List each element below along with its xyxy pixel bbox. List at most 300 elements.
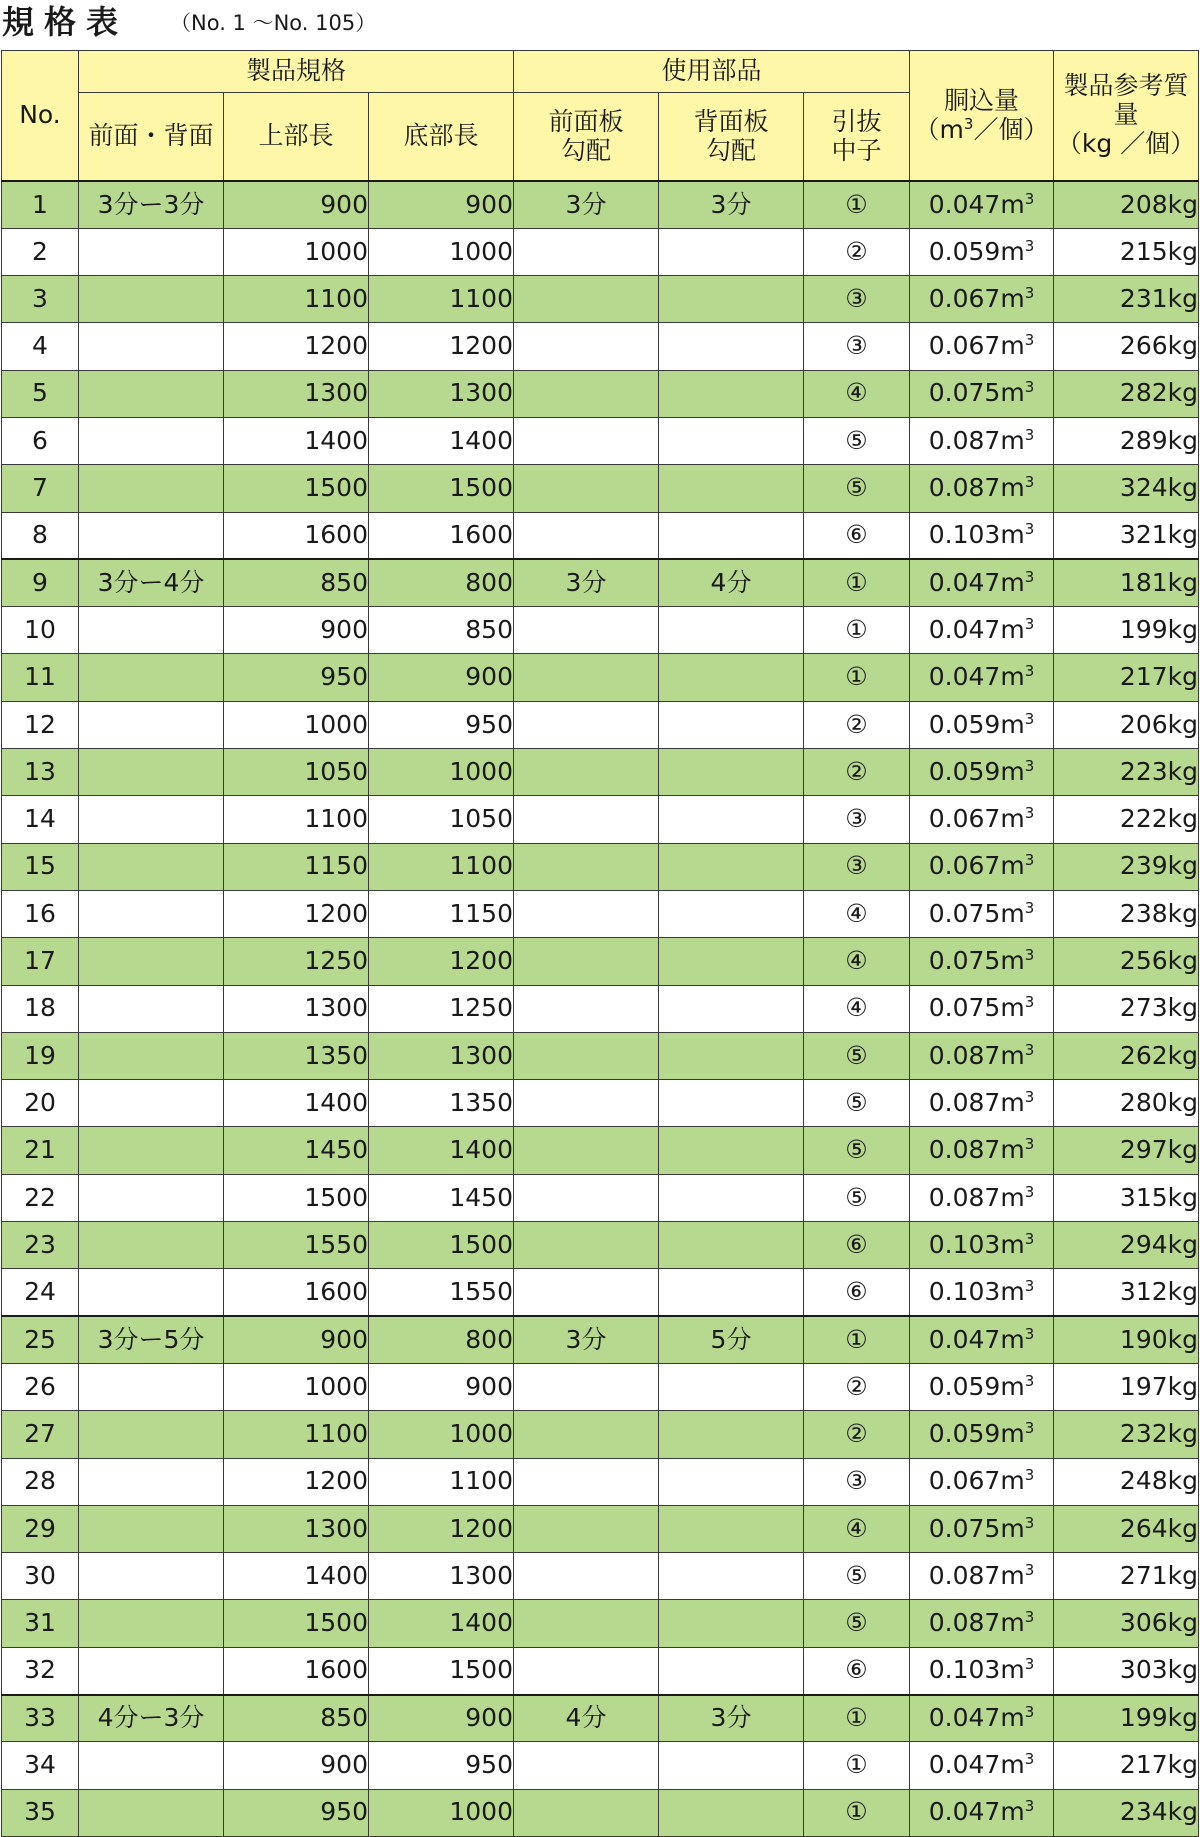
cell-pull-core: ④ — [804, 985, 910, 1032]
fill-volume-unit-sup: 3 — [1024, 1371, 1035, 1390]
header-parts-used: 使用部品 — [514, 51, 910, 93]
table-row — [2, 701, 1199, 748]
cell-mass: 234kg — [1054, 1789, 1199, 1836]
cell-no: 7 — [2, 465, 79, 512]
cell-mass: 312kg — [1054, 1269, 1199, 1316]
cell-front-slope — [514, 1363, 659, 1410]
spec-table — [1, 50, 1199, 1837]
cell-back-slope — [659, 1032, 804, 1079]
page-title: 規格表 — [2, 3, 129, 41]
cell-back-slope — [659, 843, 804, 890]
fill-volume-unit-sup: 3 — [1024, 1703, 1035, 1722]
cell-front-slope — [514, 323, 659, 370]
cell-front-slope — [514, 1411, 659, 1458]
cell-bottom-length: 1300 — [369, 1032, 514, 1079]
cell-back-slope — [659, 749, 804, 796]
cell-fill-volume — [910, 465, 1054, 512]
table-row — [2, 559, 1199, 606]
cell-fill-volume — [910, 228, 1054, 275]
cell-front-slope — [514, 1600, 659, 1647]
cell-grade — [79, 228, 224, 275]
fill-volume-unit-sup: 3 — [1024, 756, 1035, 775]
cell-fill-volume — [910, 1789, 1054, 1836]
cell-mass: 273kg — [1054, 985, 1199, 1032]
header-fill-volume-unit-a: （m — [914, 114, 964, 144]
header-mass-line2: （kg ／個） — [1056, 128, 1196, 158]
cell-bottom-length: 1600 — [369, 512, 514, 559]
cell-grade — [79, 701, 224, 748]
header-pull-core-line2: 中子 — [831, 135, 882, 165]
fill-volume-value: 0.067m — [928, 283, 1025, 313]
cell-mass: 239kg — [1054, 843, 1199, 890]
cell-no: 1 — [2, 181, 79, 228]
cell-front-slope — [514, 1174, 659, 1221]
header-back-slope-line2: 勾配 — [705, 135, 756, 165]
cell-bottom-length: 850 — [369, 607, 514, 654]
cell-top-length: 1000 — [224, 1363, 369, 1410]
cell-back-slope — [659, 1363, 804, 1410]
fill-volume-unit-sup: 3 — [1024, 1466, 1035, 1485]
cell-mass: 289kg — [1054, 417, 1199, 464]
cell-mass: 223kg — [1054, 749, 1199, 796]
cell-bottom-length: 1400 — [369, 417, 514, 464]
cell-grade: 3分ー3分 — [79, 181, 224, 228]
table-header — [2, 51, 1199, 182]
cell-grade — [79, 796, 224, 843]
header-front-slope-line1: 前面板 — [548, 106, 624, 136]
cell-no: 5 — [2, 370, 79, 417]
cell-fill-volume — [910, 1080, 1054, 1127]
header-front-back: 前面・背面 — [79, 93, 224, 182]
cell-back-slope — [659, 417, 804, 464]
cell-fill-volume — [910, 1553, 1054, 1600]
table-row — [2, 276, 1199, 323]
table-row — [2, 181, 1199, 228]
cell-bottom-length: 1100 — [369, 276, 514, 323]
table-row — [2, 1411, 1199, 1458]
fill-volume-unit-sup: 3 — [1024, 1229, 1035, 1248]
cell-pull-core: ③ — [804, 796, 910, 843]
fill-volume-unit-sup: 3 — [1024, 1513, 1035, 1532]
cell-top-length: 1100 — [224, 1411, 369, 1458]
cell-mass: 303kg — [1054, 1647, 1199, 1694]
cell-fill-volume — [910, 1458, 1054, 1505]
cell-pull-core: ⑤ — [804, 1600, 910, 1647]
cell-bottom-length: 1100 — [369, 1458, 514, 1505]
cell-grade — [79, 1174, 224, 1221]
cell-no: 24 — [2, 1269, 79, 1316]
table-row — [2, 1458, 1199, 1505]
cell-grade — [79, 1222, 224, 1269]
fill-volume-value: 0.047m — [928, 662, 1025, 692]
cell-top-length: 850 — [224, 1695, 369, 1742]
header-mass — [1054, 51, 1199, 182]
cell-bottom-length: 1400 — [369, 1600, 514, 1647]
cell-mass: 206kg — [1054, 701, 1199, 748]
cell-mass: 315kg — [1054, 1174, 1199, 1221]
cell-grade — [79, 1742, 224, 1789]
cell-back-slope — [659, 465, 804, 512]
cell-no: 33 — [2, 1695, 79, 1742]
cell-pull-core: ③ — [804, 843, 910, 890]
cell-top-length: 1600 — [224, 512, 369, 559]
cell-bottom-length: 1000 — [369, 1789, 514, 1836]
cell-front-slope — [514, 1647, 659, 1694]
cell-bottom-length: 1200 — [369, 323, 514, 370]
cell-front-slope — [514, 1505, 659, 1552]
cell-bottom-length: 1000 — [369, 1411, 514, 1458]
cell-top-length: 1500 — [224, 1600, 369, 1647]
cell-no: 14 — [2, 796, 79, 843]
fill-volume-unit-sup: 3 — [1024, 189, 1035, 208]
cell-top-length: 900 — [224, 607, 369, 654]
cell-pull-core: ② — [804, 228, 910, 275]
cell-top-length: 1600 — [224, 1269, 369, 1316]
cell-bottom-length: 1000 — [369, 228, 514, 275]
fill-volume-value: 0.087m — [928, 1182, 1025, 1212]
cell-fill-volume — [910, 701, 1054, 748]
cell-back-slope — [659, 701, 804, 748]
fill-volume-value: 0.075m — [928, 898, 1025, 928]
cell-back-slope: 3分 — [659, 181, 804, 228]
cell-bottom-length: 1300 — [369, 1553, 514, 1600]
table-row — [2, 465, 1199, 512]
cell-fill-volume — [910, 1647, 1054, 1694]
cell-top-length: 1100 — [224, 796, 369, 843]
table-row — [2, 843, 1199, 890]
table-row — [2, 370, 1199, 417]
cell-top-length: 850 — [224, 559, 369, 606]
cell-fill-volume — [910, 1695, 1054, 1742]
cell-pull-core: ① — [804, 1316, 910, 1363]
fill-volume-unit-sup: 3 — [1024, 1560, 1035, 1579]
cell-no: 21 — [2, 1127, 79, 1174]
fill-volume-value: 0.075m — [928, 993, 1025, 1023]
cell-top-length: 1400 — [224, 1080, 369, 1127]
cell-top-length: 1150 — [224, 843, 369, 890]
cell-top-length: 1300 — [224, 370, 369, 417]
table-row — [2, 1789, 1199, 1836]
table-row — [2, 654, 1199, 701]
cell-top-length: 1450 — [224, 1127, 369, 1174]
cell-grade: 3分ー4分 — [79, 559, 224, 606]
fill-volume-unit-sup: 3 — [1024, 993, 1035, 1012]
cell-back-slope — [659, 938, 804, 985]
cell-pull-core: ⑤ — [804, 1174, 910, 1221]
cell-bottom-length: 1150 — [369, 890, 514, 937]
cell-bottom-length: 950 — [369, 701, 514, 748]
header-fill-volume-unit-b: ／個） — [973, 114, 1049, 144]
table-row — [2, 796, 1199, 843]
cell-front-slope — [514, 417, 659, 464]
fill-volume-value: 0.047m — [928, 189, 1025, 219]
cell-grade — [79, 985, 224, 1032]
cell-top-length: 1500 — [224, 465, 369, 512]
table-row — [2, 1080, 1199, 1127]
cell-fill-volume — [910, 890, 1054, 937]
cell-bottom-length: 1300 — [369, 370, 514, 417]
fill-volume-value: 0.047m — [928, 1797, 1025, 1827]
cell-top-length: 1250 — [224, 938, 369, 985]
cell-mass: 217kg — [1054, 1742, 1199, 1789]
cell-no: 19 — [2, 1032, 79, 1079]
cell-fill-volume — [910, 1269, 1054, 1316]
cell-front-slope — [514, 843, 659, 890]
cell-no: 26 — [2, 1363, 79, 1410]
cell-no: 10 — [2, 607, 79, 654]
fill-volume-value: 0.087m — [928, 425, 1025, 455]
cell-no: 30 — [2, 1553, 79, 1600]
cell-front-slope — [514, 654, 659, 701]
fill-volume-unit-sup: 3 — [1024, 567, 1035, 586]
table-row — [2, 1269, 1199, 1316]
cell-back-slope — [659, 276, 804, 323]
cell-front-slope — [514, 607, 659, 654]
fill-volume-unit-sup: 3 — [1024, 1135, 1035, 1154]
cell-fill-volume — [910, 323, 1054, 370]
cell-pull-core: ⑥ — [804, 1647, 910, 1694]
fill-volume-unit-sup: 3 — [1024, 851, 1035, 870]
fill-volume-unit-sup: 3 — [1024, 946, 1035, 965]
cell-grade — [79, 512, 224, 559]
cell-no: 18 — [2, 985, 79, 1032]
cell-front-slope — [514, 512, 659, 559]
cell-grade — [79, 607, 224, 654]
cell-front-slope — [514, 1458, 659, 1505]
cell-bottom-length: 800 — [369, 1316, 514, 1363]
cell-mass: 262kg — [1054, 1032, 1199, 1079]
cell-grade — [79, 370, 224, 417]
cell-top-length: 900 — [224, 181, 369, 228]
cell-bottom-length: 1350 — [369, 1080, 514, 1127]
table-row — [2, 1174, 1199, 1221]
cell-top-length: 900 — [224, 1316, 369, 1363]
cell-pull-core: ① — [804, 654, 910, 701]
cell-pull-core: ⑤ — [804, 1032, 910, 1079]
table-row — [2, 417, 1199, 464]
cell-pull-core: ① — [804, 559, 910, 606]
fill-volume-value: 0.103m — [928, 1276, 1025, 1306]
cell-back-slope — [659, 1789, 804, 1836]
cell-back-slope — [659, 1742, 804, 1789]
cell-bottom-length: 1200 — [369, 938, 514, 985]
cell-pull-core: ② — [804, 701, 910, 748]
cell-back-slope — [659, 1647, 804, 1694]
cell-bottom-length: 800 — [369, 559, 514, 606]
fill-volume-unit-sup: 3 — [1024, 283, 1035, 302]
cell-mass: 231kg — [1054, 276, 1199, 323]
cell-no: 22 — [2, 1174, 79, 1221]
fill-volume-value: 0.047m — [928, 1324, 1025, 1354]
cell-front-slope: 3分 — [514, 181, 659, 228]
cell-pull-core: ⑤ — [804, 1080, 910, 1127]
cell-no: 9 — [2, 559, 79, 606]
table-row — [2, 323, 1199, 370]
cell-no: 32 — [2, 1647, 79, 1694]
title-bar — [0, 0, 1200, 48]
cell-pull-core: ⑥ — [804, 1269, 910, 1316]
header-fill-volume-line1: 胴込量 — [943, 85, 1019, 115]
cell-front-slope — [514, 985, 659, 1032]
cell-pull-core: ① — [804, 181, 910, 228]
fill-volume-value: 0.047m — [928, 1703, 1025, 1733]
fill-volume-value: 0.103m — [928, 520, 1025, 550]
cell-pull-core: ① — [804, 1742, 910, 1789]
cell-no: 31 — [2, 1600, 79, 1647]
fill-volume-unit-sup: 3 — [1024, 473, 1035, 492]
cell-top-length: 1550 — [224, 1222, 369, 1269]
header-front-slope-line2: 勾配 — [560, 135, 611, 165]
cell-mass: 271kg — [1054, 1553, 1199, 1600]
cell-pull-core: ② — [804, 749, 910, 796]
cell-bottom-length: 900 — [369, 654, 514, 701]
cell-fill-volume — [910, 749, 1054, 796]
fill-volume-unit-sup: 3 — [1024, 614, 1035, 633]
cell-no: 16 — [2, 890, 79, 937]
fill-volume-value: 0.067m — [928, 804, 1025, 834]
cell-top-length: 1500 — [224, 1174, 369, 1221]
cell-grade — [79, 1505, 224, 1552]
fill-volume-unit-sup: 3 — [1024, 1040, 1035, 1059]
table-row — [2, 938, 1199, 985]
cell-grade — [79, 323, 224, 370]
cell-bottom-length: 1450 — [369, 1174, 514, 1221]
cell-mass: 181kg — [1054, 559, 1199, 606]
cell-front-slope — [514, 1222, 659, 1269]
cell-bottom-length: 1500 — [369, 1222, 514, 1269]
cell-grade — [79, 1269, 224, 1316]
header-mass-line1: 製品参考質量 — [1063, 71, 1189, 130]
fill-volume-value: 0.059m — [928, 709, 1025, 739]
cell-grade — [79, 938, 224, 985]
cell-mass: 215kg — [1054, 228, 1199, 275]
cell-front-slope — [514, 890, 659, 937]
cell-back-slope — [659, 228, 804, 275]
table-row — [2, 1695, 1199, 1742]
cell-grade — [79, 749, 224, 796]
cell-mass: 199kg — [1054, 1695, 1199, 1742]
fill-volume-value: 0.087m — [928, 1135, 1025, 1165]
cell-fill-volume — [910, 181, 1054, 228]
cell-front-slope — [514, 1553, 659, 1600]
cell-pull-core: ④ — [804, 370, 910, 417]
cell-fill-volume — [910, 559, 1054, 606]
cell-back-slope — [659, 890, 804, 937]
cell-pull-core: ③ — [804, 1458, 910, 1505]
fill-volume-value: 0.047m — [928, 567, 1025, 597]
cell-pull-core: ② — [804, 1363, 910, 1410]
cell-back-slope: 5分 — [659, 1316, 804, 1363]
cell-mass: 197kg — [1054, 1363, 1199, 1410]
table-row — [2, 1647, 1199, 1694]
cell-grade — [79, 1553, 224, 1600]
table-row — [2, 1553, 1199, 1600]
cell-bottom-length: 1000 — [369, 749, 514, 796]
fill-volume-unit-sup: 3 — [1024, 1276, 1035, 1295]
cell-top-length: 950 — [224, 654, 369, 701]
cell-no: 35 — [2, 1789, 79, 1836]
cell-grade: 3分ー5分 — [79, 1316, 224, 1363]
cell-no: 13 — [2, 749, 79, 796]
fill-volume-value: 0.059m — [928, 1418, 1025, 1448]
cell-mass: 217kg — [1054, 654, 1199, 701]
cell-back-slope — [659, 1269, 804, 1316]
cell-fill-volume — [910, 370, 1054, 417]
fill-volume-unit-sup: 3 — [1024, 709, 1035, 728]
cell-top-length: 900 — [224, 1742, 369, 1789]
table-row — [2, 1600, 1199, 1647]
cell-front-slope — [514, 1032, 659, 1079]
cell-fill-volume — [910, 1316, 1054, 1363]
cell-mass: 248kg — [1054, 1458, 1199, 1505]
cell-front-slope — [514, 938, 659, 985]
cell-grade — [79, 276, 224, 323]
cell-bottom-length: 1250 — [369, 985, 514, 1032]
cell-grade: 4分ー3分 — [79, 1695, 224, 1742]
fill-volume-unit-sup: 3 — [1024, 804, 1035, 823]
cell-bottom-length: 1500 — [369, 465, 514, 512]
cell-fill-volume — [910, 417, 1054, 464]
cell-no: 6 — [2, 417, 79, 464]
fill-volume-value: 0.087m — [928, 1040, 1025, 1070]
cell-grade — [79, 1127, 224, 1174]
cell-fill-volume — [910, 1032, 1054, 1079]
fill-volume-value: 0.067m — [928, 1466, 1025, 1496]
cell-grade — [79, 890, 224, 937]
cell-no: 3 — [2, 276, 79, 323]
header-product-spec: 製品規格 — [79, 51, 514, 93]
fill-volume-value: 0.087m — [928, 1560, 1025, 1590]
cell-front-slope: 3分 — [514, 559, 659, 606]
cell-front-slope: 4分 — [514, 1695, 659, 1742]
cell-no: 23 — [2, 1222, 79, 1269]
cell-back-slope — [659, 1505, 804, 1552]
cell-mass: 232kg — [1054, 1411, 1199, 1458]
cell-top-length: 1600 — [224, 1647, 369, 1694]
cell-back-slope — [659, 1222, 804, 1269]
page-subtitle: （No. 1 ～No. 105） — [170, 11, 377, 35]
cell-bottom-length: 900 — [369, 1363, 514, 1410]
cell-back-slope — [659, 985, 804, 1032]
cell-grade — [79, 465, 224, 512]
cell-front-slope — [514, 701, 659, 748]
table-row — [2, 1127, 1199, 1174]
cell-fill-volume — [910, 843, 1054, 890]
cell-back-slope — [659, 796, 804, 843]
cell-no: 27 — [2, 1411, 79, 1458]
cell-front-slope — [514, 228, 659, 275]
cell-grade — [79, 1032, 224, 1079]
cell-fill-volume — [910, 985, 1054, 1032]
cell-bottom-length: 1400 — [369, 1127, 514, 1174]
cell-pull-core: ⑤ — [804, 417, 910, 464]
cell-bottom-length: 900 — [369, 1695, 514, 1742]
cell-back-slope — [659, 1127, 804, 1174]
header-fill-volume-line2 — [910, 116, 1053, 145]
cell-top-length: 1050 — [224, 749, 369, 796]
cell-fill-volume — [910, 1505, 1054, 1552]
table-body — [2, 181, 1199, 1836]
fill-volume-value: 0.059m — [928, 236, 1025, 266]
cell-pull-core: ⑤ — [804, 1127, 910, 1174]
cell-front-slope — [514, 796, 659, 843]
cell-pull-core: ③ — [804, 323, 910, 370]
cell-pull-core: ① — [804, 1695, 910, 1742]
cell-front-slope — [514, 1742, 659, 1789]
cell-back-slope — [659, 1080, 804, 1127]
cell-pull-core: ④ — [804, 890, 910, 937]
cell-top-length: 1400 — [224, 417, 369, 464]
